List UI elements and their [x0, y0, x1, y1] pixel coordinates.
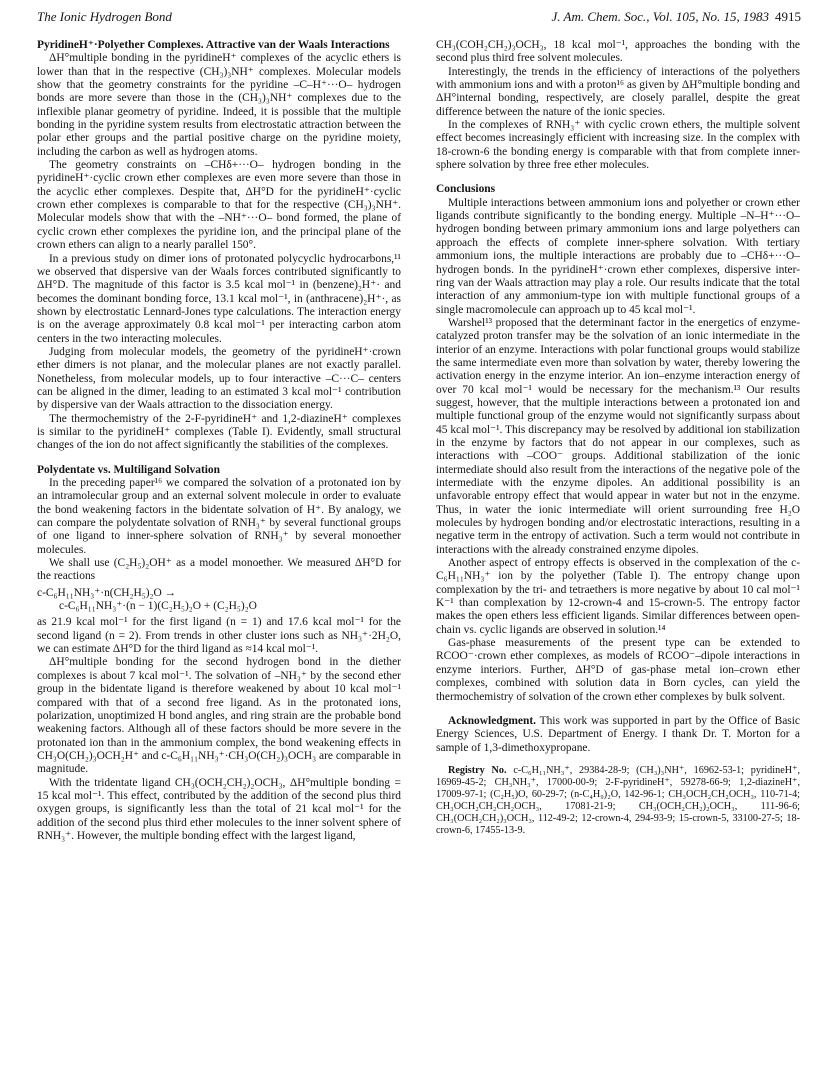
body-paragraph: Another aspect of entropy effects is observed in the complexation of the c-C₆H₁₁NH₃⁺ ion by the polyether (Table I). The entropy change upon complexation by the tri- and tetraethers is more negative by about 10 cal mol⁻¹ K⁻¹ than complexation by 12-crown-4 and 15-crown-5. The entropy factor makes the open ethers less efficient ligands. Similar differences between open-chain vs. cyclic ligands are observed in solution.¹⁴ [436, 557, 800, 636]
paragraph-label: Acknowledgment. [448, 714, 537, 727]
body-paragraph: Interestingly, the trends in the efficiency of interactions of the polyethers with ammonium ions and with a proton¹⁶ as given by ΔH°multiple bonding and ΔH°internal bonding, respectively, are closely parallel, despite the great difference between the nature of the ionic species. [436, 65, 800, 118]
body-paragraph: Multiple interactions between ammonium ions and polyether or crown ether ligands contribute significantly to the bonding energy. Multiple –N–H⁺···O– hydrogen bonding between primary ammonium ions and large polyethers can approach the effects of complete inner-sphere solvation. With tertiary ammonium ions, the multiple interactions are probably due to –CHδ+···O– hydrogen bonds. In the pyridineH⁺·crown ether complexes, dispersive inter-ring van der Waals attraction may play a role. Our results indicate that the total interaction of any ammonium-type ion with multiple functional groups of a single macromolecule can approach up to 45 kcal mol⁻¹. [436, 196, 800, 316]
body-paragraph: Judging from molecular models, the geometry of the pyridineH⁺·crown ether dimers is not planar, and the molecular planes are not exactly parallel. Nonetheless, from molecular models, up to four interactive –C···C– centers can be aligned in the dimer, leading to an estimated 3 kcal mol⁻¹ contribution by dispersive van der Waals attraction to the dissociation energy. [37, 345, 401, 412]
body-paragraph: In the preceding paper¹⁶ we compared the solvation of a protonated ion by an intramolecular group and an external solvent molecule in order to evaluate the bond weakening factors in the bidentate solvation of H⁺. By analogy, we can compare the polydentate solvation of RNH₃⁺ by several functional groups of one ligand to inner-sphere solvation of RNH₃⁺ by several monoether molecules. [37, 477, 401, 556]
page-number: 4915 [775, 9, 801, 24]
paragraph-text: This work was supported in part by the Office of Basic Energy Sciences, U.S. Department of Energy. I thank Dr. T. Morton for a sample of 1,3-dimethoxypropane. [436, 714, 800, 754]
running-title: The Ionic Hydrogen Bond [37, 9, 172, 24]
body-paragraph: ΔH°multiple bonding in the pyridineH⁺ complexes of the acyclic ethers is lower than that in the respective (CH₃)₃NH⁺ complexes. Molecular models show that the geometry constraints for the pyridine –C–H⁺···O– hydrogen bonds are more severe than those in the (CH₃)₃NH⁺ complexes due to the inflexible planar geometry of pyridine. Indeed, it is possible that the multiple bonding in the pyridine system results from electrostatic attraction between the polar ether groups and the partial positive charge on the pyridine moiety, including the carbon as well as hydrogen atoms. [37, 52, 401, 158]
reaction-equation [37, 587, 401, 614]
body-paragraph: We shall use (C₂H₅)₂OH⁺ as a model monoether. We measured ΔH°D for the reactions [37, 557, 401, 583]
body-paragraph: Warshel¹³ proposed that the determinant factor in the energetics of enzyme-catalyzed proton transfer may be the solvation of an ionic intermediate in the interior of an enzyme. Interactions with polar functional groups would stabilize the same intermediate even more than solvation by water, thereby lowering the activation energy in the enzyme interior. An ion–enzyme interaction energy of over 70 kcal mol⁻¹ would be necessary for the mechanism.¹³ Our results suggest, however, that the multiple interactions between a protonated ion and multiple functional group of the enzyme would not significantly surpass about 45 kcal mol⁻¹. This discrepancy may be resolved by additional ion stabilization in the enzyme by factors that do not appear in our complexes, such as interactions with –COO⁻ groups. Additional stabilization of the ionic intermediate should also result from the interactions of the negative pole of the intermediate with the enzyme dipoles. An additional possibility is an unfavorable entropy effect that would appear in water but not in the enzyme. Thus, in water the ionic intermediate will orient surrounding free H₂O molecules by hydrogen bonding and/or electrostatic interactions, resulting in a negative term in the entropy of activation. Such a term would not contribute in interactions with the already constrained enzyme dipoles. [436, 316, 800, 556]
journal-citation [552, 9, 802, 25]
body-paragraph: With the tridentate ligand CH₃(OCH₂CH₂)₂OCH₃, ΔH°multiple bonding = 15 kcal mol⁻¹. This effect, contributed by the addition of the second plus third oxygen groups, is significantly less than the total of 21 kcal mol⁻¹ for the addition of the second plus third ether molecules to the inner solvent sphere of RNH₃⁺. However, the multiple bonding effect with the largest ligand, [37, 776, 401, 842]
section-heading: PyridineH⁺·Polyether Complexes. Attractive van der Waals Interactions [37, 39, 390, 51]
body-paragraph: as 21.9 kcal mol⁻¹ for the first ligand (n = 1) and 17.6 kcal mol⁻¹ for the second ligand (n = 2). From trends in other cluster ions such as NH₃⁺·2H₂O, we can estimate ΔH°D for the third ligand as ≈14 kcal mol⁻¹. [37, 616, 401, 656]
equation-line: c-C₆H₁₁NH₃⁺·n(CH₂H₅)₂O → [37, 586, 177, 599]
body-paragraph: In a previous study on dimer ions of protonated polycyclic hydrocarbons,¹¹ we observed that dispersive van der Waals forces contributed significantly to ΔH°D. The magnitude of this factor is 3.5 kcal mol⁻¹ in (benzene)₂H⁺· and becomes the dominant bonding force, 13.1 kcal mol⁻¹, in (anthracene)₂H⁺·, as shown by electrostatic Lennard-Jones type calculations. The interaction energy is on the average approximately 0.8 kcal mol⁻¹ per interacting carbon atom centers in the two interacting molecules. [37, 252, 401, 345]
acknowledgment [436, 715, 800, 755]
body-paragraph: ΔH°multiple bonding for the second hydrogen bond in the diether complexes is about 7 kcal mol⁻¹. The solvation of –NH₃⁺ by the second ether group in the bidentate ligand is therefore weakened by about 10 kcal mol⁻¹ compared with that of a second free ligand. As in the protonated ions, polarization, unoptimized H bond angles, and ring strain are the probable bond weakening factors. Although all of these factors should be more severe in the protonated ion than in the ammonium complex, the bond weakening effects in CH₃O(CH₂)₃OCH₂H⁺ and c-C₆H₁₁NH₃⁺·CH₃O(CH₂)₃OCH₃ are comparable in magnitude. [37, 656, 401, 776]
equation-line: c-C₆H₁₁NH₃⁺·(n − 1)(C₂H₅)₂O + (C₂H₅)₂O [59, 600, 257, 613]
section-heading: Conclusions [436, 183, 496, 196]
journal-name: J. Am. Chem. Soc., Vol. 105, No. 15, 1983 [551, 9, 769, 24]
paragraph-label: Registry No. [448, 764, 507, 776]
running-header [37, 9, 801, 27]
paragraph-text: c-C₆H₁₁NH₃⁺, 29384-28-9; (CH₃)₃NH⁺, 16962-53-1; pyridineH⁺, 16969-45-2; CH₃NH₃⁺, 17000-00-9; 2-F-pyridineH⁺, 59278-66-9; 1,2-diazineH⁺, 17009-97-1; (C₂H₅)O, 60-29-7; (n-C₄H₉)₂O, 142-96-1; CH₃OCH₂CH₂OCH₃, 110-71-4; CH₃OCH₂CH₂CH₂OCH₃, 17081-21-9; CH₃(OCH₂CH₂)₂OCH₃, 111-96-6; CH₃(OCH₂CH₂)₃OCH₃, 112-49-2; 12-crown-4, 294-93-9; 15-crown-5, 33100-27-5; 18-crown-6, 17455-13-9. [436, 764, 801, 836]
body-paragraph: Gas-phase measurements of the present type can be extended to RCOO⁻·crown ether complexes, as models of RCOO⁻–dipole interactions in enzyme interiors. Further, ΔH°D of gas-phase metal ion–crown ether complexes, combined with solution data in Born cycles, can yield the thermochemistry of solvation of the crown ether complexes by bulk solvent. [436, 637, 800, 703]
body-paragraph: CH₃(COH₂CH₂)₃OCH₃, 18 kcal mol⁻¹, approaches the bonding with the second plus third free solvent molecules. [436, 39, 800, 65]
left-column [37, 39, 401, 843]
right-column [436, 39, 800, 837]
section-heading: Polydentate vs. Multiligand Solvation [37, 463, 221, 476]
body-paragraph: The geometry constraints on –CHδ+···O– hydrogen bonding in the pyridineH⁺·cyclic crown ether complexes are even more severe than those in the acyclic ether complexes. Despite that, ΔH°D for the pyridineH⁺·cyclic crown ether complexes is comparable to that for the respective (CH₃)₃NH⁺. Molecular models show that with the –NH⁺···O– bond formed, the plane of cyclic crown ether complexes the pyridine ion, and the principal plane of the crown ethers can align to a nearly parallel 150°. [37, 159, 401, 252]
body-paragraph: The thermochemistry of the 2-F-pyridineH⁺ and 1,2-diazineH⁺ complexes is similar to the pyridineH⁺ complexes (Table I). Evidently, small structural changes of the ion do not affect significantly the stabilities of the complexes. [37, 412, 401, 452]
body-paragraph: In the complexes of RNH₃⁺ with cyclic crown ethers, the multiple solvent effect becomes increasingly efficient with increasing size. In the complex with 18-crown-6 the bonding energy is comparable with that from complete inner-sphere solvation by three free ether molecules. [436, 119, 800, 172]
registry-numbers [436, 765, 800, 837]
